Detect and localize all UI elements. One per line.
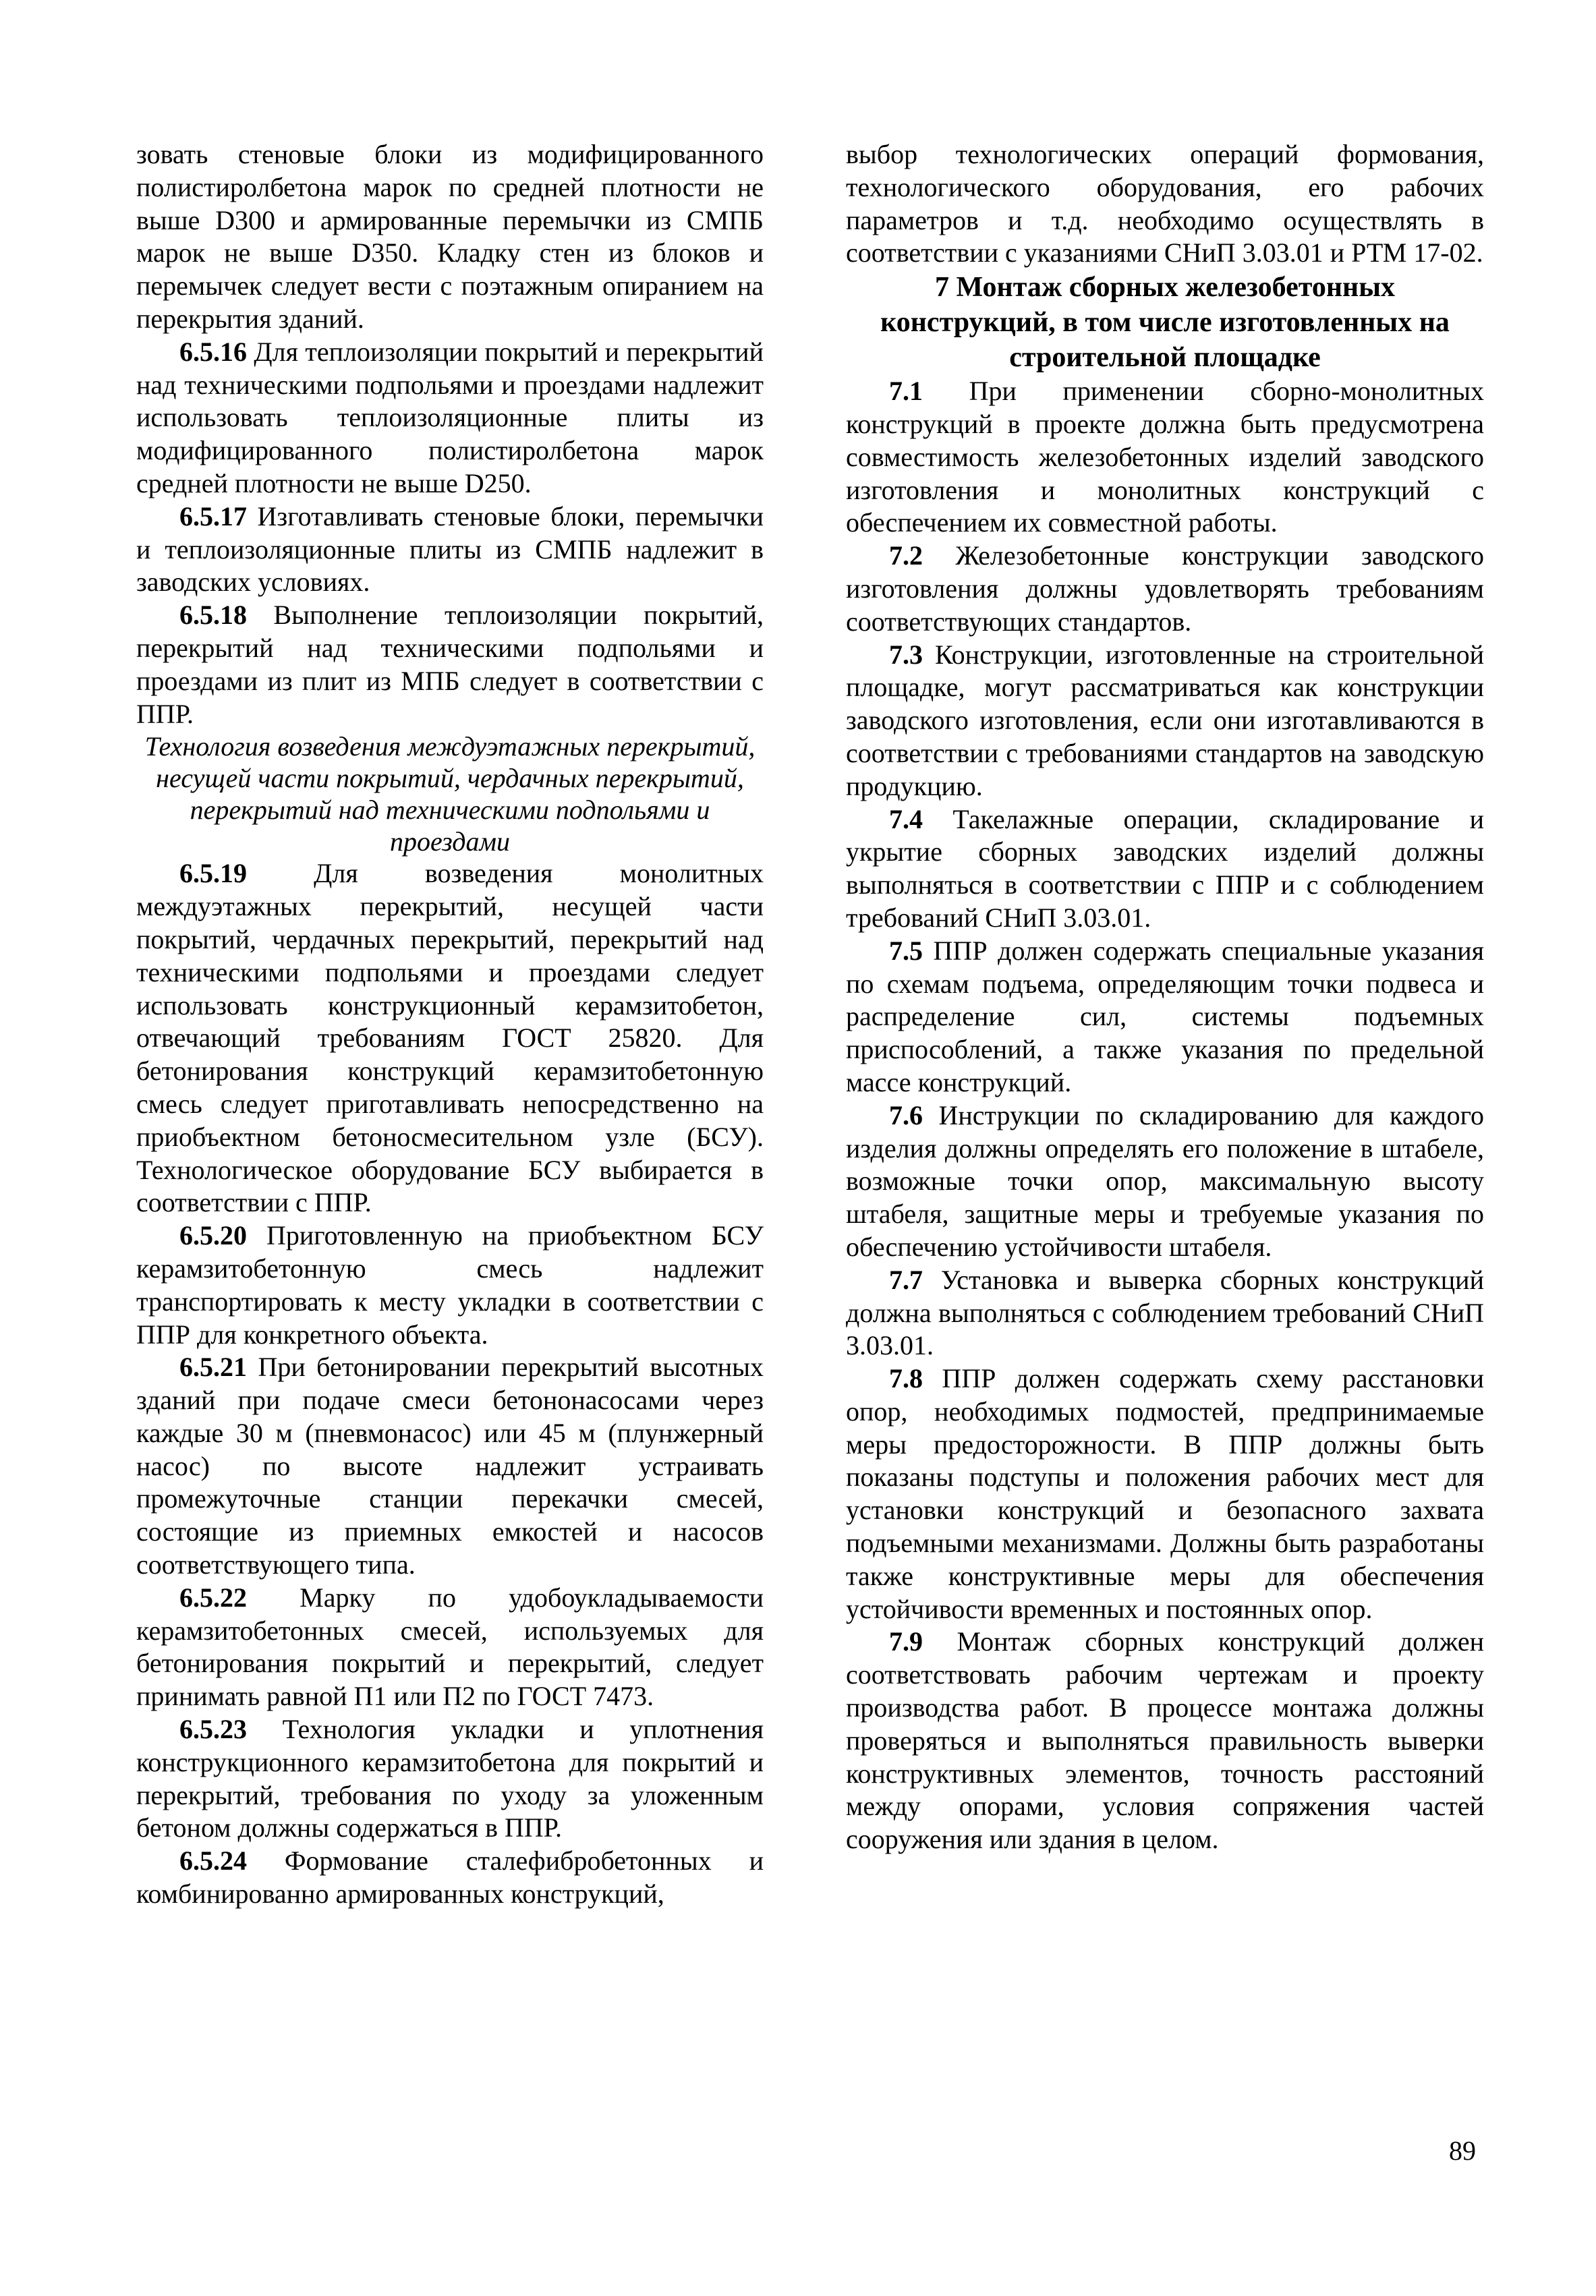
clause-text: Установка и выверка сборных конструкций должна выполняться с соблюдением требований СНиП 3.03.01. <box>846 1264 1484 1361</box>
clause-6-5-23 <box>136 1713 764 1845</box>
clause-text: Выполнение теплоизоляции покрытий, перекрытий над техническими подпольями и проездами из плит из МПБ следует в соответствии с ППР. <box>136 600 764 729</box>
clause-6-5-20 <box>136 1219 764 1351</box>
clause-number: 6.5.22 <box>179 1582 247 1613</box>
clause-text: Технология укладки и уплотнения конструкционного керамзитобетона для покрытий и перекрытий, требования по уходу за уложенным бетоном должны содержаться в ППР. <box>136 1714 764 1843</box>
right-column <box>846 138 1484 1856</box>
clause-6-5-16 <box>136 336 764 500</box>
clause-text: Монтаж сборных конструкций должен соответствовать рабочим чертежам и проекту производства работ. В процессе монтажа должны проверяться и выполняться правильность выверки конструктивных элементов, точность расстояний между опорами, условия сопряжения частей сооружения или здания в целом. <box>846 1626 1484 1855</box>
clause-text: Марку по удобоукладываемости керамзитобетонных смесей, используемых для бетонирования покрытий и перекрытий, следует принимать равной П1 или П2 по ГОСТ 7473. <box>136 1582 764 1712</box>
clause-number: 7.4 <box>889 803 923 834</box>
clause-text: Приготовленную на приобъектном БСУ керамзитобетонную смесь надлежит транспортировать к месту укладки в соответствии с ППР для конкретного объекта. <box>136 1220 764 1350</box>
clause-text: При применении сборно-монолитных конструкций в проекте должна быть предусмотрена совместимость железобетонных изделий заводского изготовления и монолитных конструкций с обеспечением их совместной работы. <box>846 376 1484 538</box>
left-column <box>136 138 764 1911</box>
page-number: 89 <box>1449 2135 1476 2166</box>
clause-text: Такелажные операции, складирование и укрытие сборных заводских изделий должны выполняться в соответствии с ППР и с соблюдением требований СНиП 3.03.01. <box>846 803 1484 933</box>
clause-number: 7.9 <box>889 1626 923 1657</box>
clause-number: 7.8 <box>889 1363 923 1394</box>
clause-6-5-19 <box>136 857 764 1219</box>
clause-text: Формование сталефибробетонных и комбинированно армированных конструкций, <box>136 1845 764 1910</box>
clause-number: 6.5.18 <box>179 600 247 631</box>
paragraph-continued: выбор технологических операций формования, технологического оборудования, его рабочих параметров и т.д. необходимо осуществлять в соответствии с указаниями СНиП 3.03.01 и РТМ 17-02. <box>846 139 1484 268</box>
clause-text: Инструкции по складированию для каждого изделия должны определять его положение в штабеле, возможные точки опор, максимальную высоту штабеля, защитные меры и требуемые указания по обеспечению устойчивости штабеля. <box>846 1099 1484 1262</box>
clause-number: 7.2 <box>889 540 923 571</box>
clause-number: 6.5.20 <box>179 1220 247 1251</box>
clause-number: 6.5.21 <box>179 1352 247 1383</box>
clause-number: 6.5.24 <box>179 1845 247 1876</box>
clause-7-8 <box>846 1362 1484 1626</box>
clause-number: 6.5.16 <box>179 336 247 367</box>
clause-7-3 <box>846 639 1484 803</box>
subsection-heading: Технология возведения междуэтажных перекрытий, несущей части покрытий, чердачных перекрытий, перекрытий над техническими подпольями и проездами <box>144 731 756 857</box>
clause-number: 7.5 <box>889 935 923 966</box>
clause-number: 7.7 <box>889 1264 923 1295</box>
clause-number: 7.1 <box>889 376 923 407</box>
clause-text: ППР должен содержать схему расстановки опор, необходимых подмостей, предпринимаемые меры предосторожности. В ППР должны быть показаны подступы и положения рабочих мест для установки конструкций и безопасного захвата подъемными механизмами. Должны быть разработаны также конструктивные меры для обеспечения устойчивости временных и постоянных опор. <box>846 1363 1484 1624</box>
clause-7-6 <box>846 1099 1484 1264</box>
clause-number: 6.5.19 <box>179 858 247 889</box>
clause-7-2 <box>846 540 1484 638</box>
clause-7-7 <box>846 1264 1484 1362</box>
clause-text: Для теплоизоляции покрытий и перекрытий над техническими подпольями и проездами надлежит использовать теплоизоляционные плиты из модифицированного полистиролбетона марок средней плотности не выше D250. <box>136 336 764 498</box>
clause-6-5-18 <box>136 599 764 730</box>
clause-7-9 <box>846 1626 1484 1856</box>
clause-6-5-24 <box>136 1845 764 1911</box>
clause-text: ППР должен содержать специальные указания по схемам подъема, определяющим точки подвеса и распределение сил, системы подъемных приспособлений, а также указания по предельной массе конструкций. <box>846 935 1484 1097</box>
clause-7-5 <box>846 935 1484 1099</box>
clause-6-5-21 <box>136 1351 764 1582</box>
section-heading: 7 Монтаж сборных железобетонных конструкций, в том числе изготовленных на строительной площадке <box>880 272 1450 374</box>
clause-number: 6.5.17 <box>179 500 247 532</box>
clause-number: 7.6 <box>889 1099 923 1130</box>
paragraph-continued: зовать стеновые блоки из модифицированного полистиролбетона марок по средней плотности не выше D300 и армированные перемычки из СМПБ марок не выше D350. Кладку стен из блоков и перемычек следует вести с поэтажным опиранием на перекрытия зданий. <box>136 139 764 334</box>
clause-text: Изготавливать стеновые блоки, перемычки и теплоизоляционные плиты из СМПБ надлежит в заводских условиях. <box>136 500 764 598</box>
clause-text: При бетонировании перекрытий высотных зданий при подаче смеси бетононасосами через каждые 30 м (пневмонасос) или 45 м (плунжерный насос) по высоте надлежит устраивать промежуточные станции перекачки смесей, состоящие из приемных емкостей и насосов соответствующего типа. <box>136 1352 764 1580</box>
clause-6-5-22 <box>136 1582 764 1713</box>
clause-number: 7.3 <box>889 639 923 670</box>
clause-7-1 <box>846 375 1484 540</box>
clause-6-5-17 <box>136 500 764 599</box>
clause-7-4 <box>846 803 1484 935</box>
clause-text: Конструкции, изготовленные на строительной площадке, могут рассматриваться как конструкции заводского изготовления, если они изготавливаются в соответствии с требованиями стандартов на заводскую продукцию. <box>846 639 1484 801</box>
clause-text: Для возведения монолитных междуэтажных перекрытий, несущей части покрытий, чердачных перекрытий, перекрытий над техническими подпольями и проездами следует использовать конструкционный керамзитобетон, отвечающий требованиям ГОСТ 25820. Для бетонирования конструкций керамзитобетонную смесь следует приготавливать непосредственно на приобъектном бетоносмесительном узле (БСУ). Технологическое оборудование БСУ выбирается в соответствии с ППР. <box>136 858 764 1218</box>
clause-text: Железобетонные конструкции заводского изготовления должны удовлетворять требованиям соответствующих стандартов. <box>846 540 1484 637</box>
clause-number: 6.5.23 <box>179 1714 247 1745</box>
